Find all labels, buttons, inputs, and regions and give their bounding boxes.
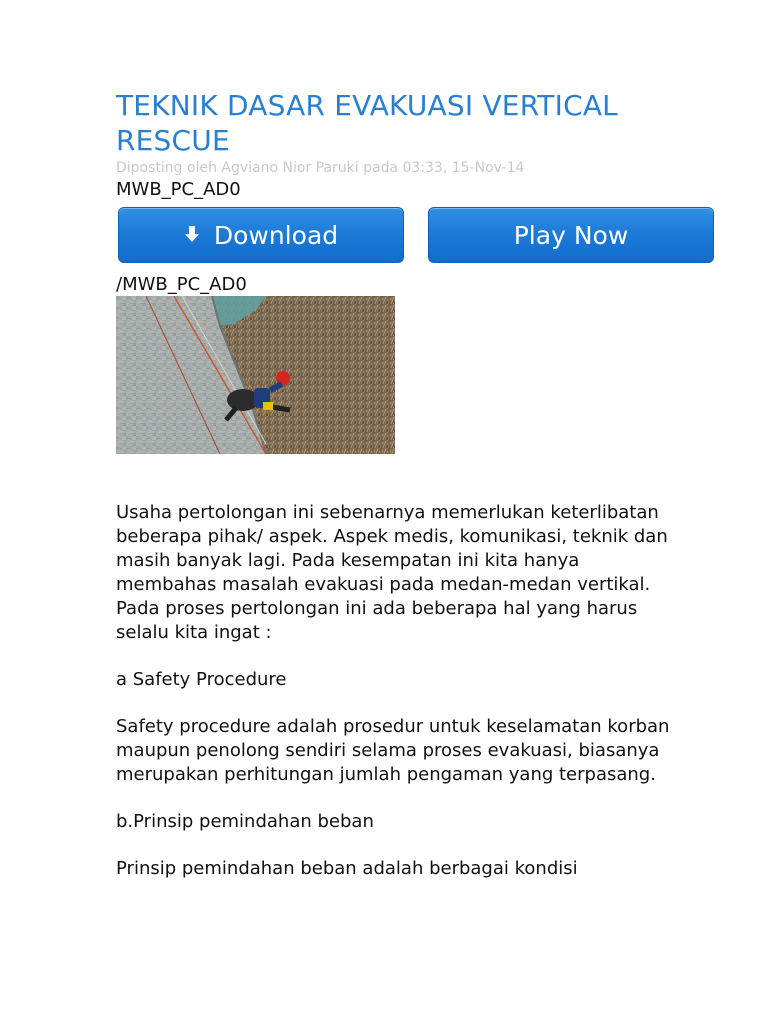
- play-now-button[interactable]: [428, 207, 714, 263]
- body-heading-load-transfer: b.Prinsip pemindahan beban: [116, 811, 374, 832]
- download-arrow-icon: [184, 225, 200, 245]
- article-title: TEKNIK DASAR EVAKUASI VERTICAL RESCUE: [116, 89, 618, 157]
- article-byline: Diposting oleh Agviano Nior Paruki pada 03:33, 15-Nov-14: [116, 160, 525, 176]
- download-button-label: Download: [213, 220, 339, 250]
- body-paragraph-intro: Usaha pertolongan ini sebenarnya memerlukan keterlibatan beberapa pihak/ aspek. Aspek medis, komunikasi, teknik dan masih banyak lagi. Pada kesempatan ini kita hanya membahas masalah evakuasi pada medan-medan vertikal. Pada proses pertolongan ini ada beberapa hal yang harus selalu kita ingat :: [116, 502, 668, 643]
- play-now-button-label: Play Now: [513, 220, 629, 250]
- download-button[interactable]: [118, 207, 404, 263]
- body-heading-safety: a Safety Procedure: [116, 669, 287, 690]
- ad-close-tag: /MWB_PC_AD0: [116, 274, 247, 295]
- body-paragraph-load-transfer: Prinsip pemindahan beban adalah berbagai kondisi: [116, 858, 578, 879]
- article-body: [116, 501, 676, 904]
- body-paragraph-safety: Safety procedure adalah prosedur untuk keselamatan korban maupun penolong sendiri selama proses evakuasi, biasanya merupakan perhitungan jumlah pengaman yang terpasang.: [116, 716, 670, 785]
- ad-open-tag: MWB_PC_AD0: [116, 179, 241, 200]
- rescue-climber-image: [116, 296, 395, 454]
- article-photo: [116, 296, 395, 454]
